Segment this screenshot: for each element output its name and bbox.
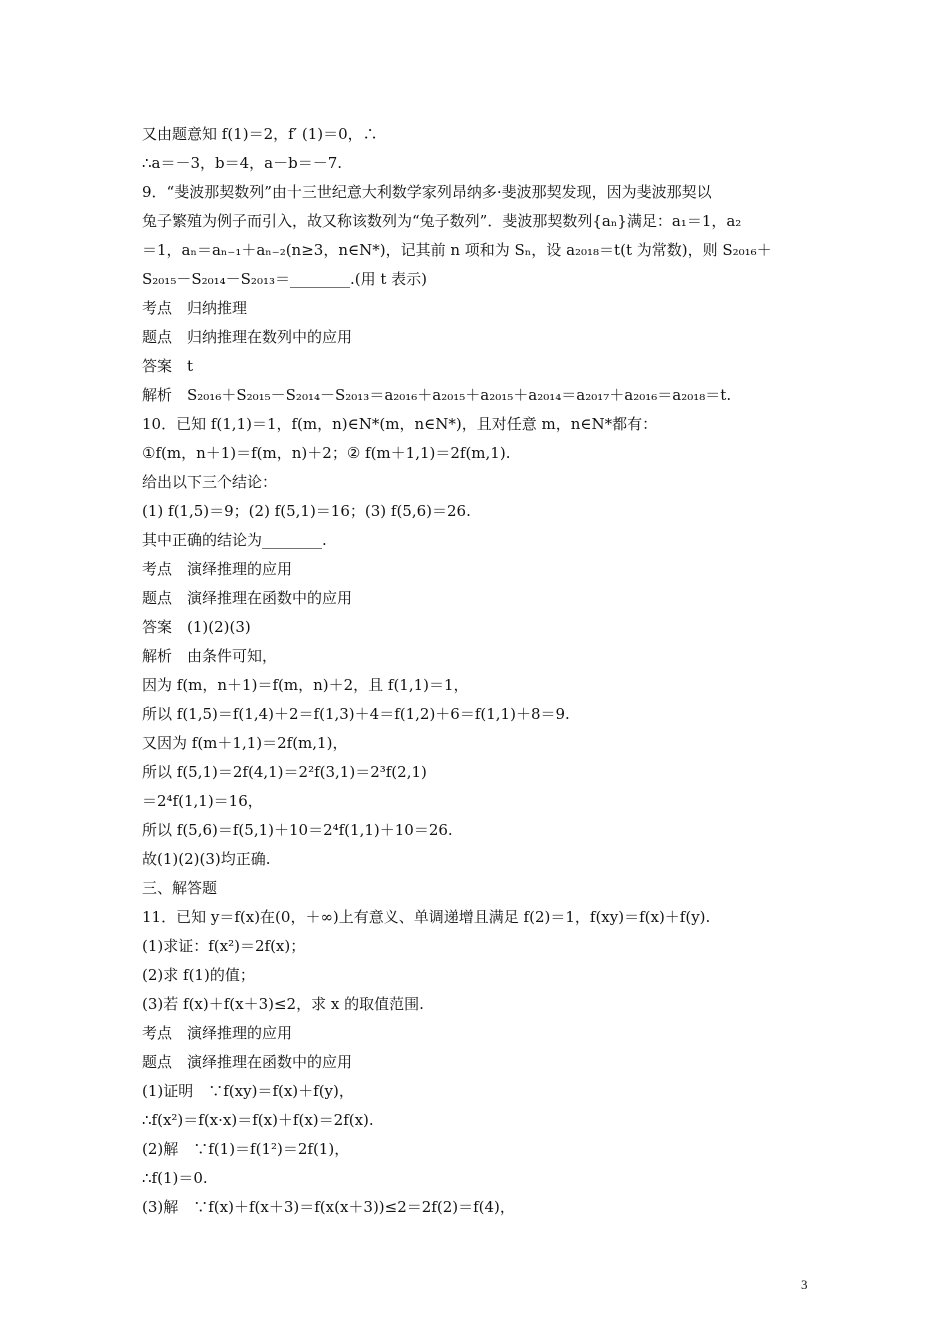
text-line: (2)解 ∵f(1)＝f(1²)＝2f(1)， (142, 1140, 350, 1158)
text-line: 题点 演绎推理在函数中的应用 (142, 589, 353, 607)
text-line: ∴a＝－3，b＝4，a－b＝－7. (142, 154, 343, 172)
text-line: ＝1，aₙ＝aₙ₋₁＋aₙ₋₂(n≥3，n∈N*)，记其前 n 项和为 Sₙ，设 a₂₀₁₈＝t(t 为常数)，则 S₂₀₁₆＋ (142, 241, 772, 259)
text-line: 故(1)(2)(3)均正确. (142, 850, 271, 868)
text-line: S₂₀₁₅－S₂₀₁₄－S₂₀₁₃＝________.(用 t 表示) (142, 270, 428, 288)
text-line: 答案 t (142, 357, 194, 375)
text-line: 11．已知 y＝f(x)在(0，＋∞)上有意义、单调递增且满足 f(2)＝1，f(xy)＝f(x)＋f(y). (142, 908, 711, 926)
text-line: (3)解 ∵f(x)＋f(x＋3)＝f(x(x＋3))≤2＝2f(2)＝f(4)， (142, 1198, 515, 1216)
text-line: 所以 f(1,5)＝f(1,4)＋2＝f(1,3)＋4＝f(1,2)＋6＝f(1,1)＋8＝9. (142, 705, 570, 723)
text-line: 又因为 f(m＋1,1)＝2f(m,1)， (142, 734, 348, 752)
text-line: ∴f(x²)＝f(x·x)＝f(x)＋f(x)＝2f(x). (142, 1111, 374, 1129)
text-line: 解析 S₂₀₁₆＋S₂₀₁₅－S₂₀₁₄－S₂₀₁₃＝a₂₀₁₆＋a₂₀₁₅＋a₂₀₁₅＋a₂₀₁₄＝a₂₀₁₇＋a₂₀₁₆＝a₂₀₁₈＝t. (142, 386, 732, 404)
text-line: 考点 归纳推理 (142, 299, 248, 317)
text-line: (2)求 f(1)的值； (142, 966, 255, 984)
text-line: 10．已知 f(1,1)＝1，f(m，n)∈N*(m，n∈N*)，且对任意 m，n∈N*都有： (142, 415, 658, 433)
text-line: 考点 演绎推理的应用 (142, 560, 293, 578)
text-line: 兔子繁殖为例子而引入，故又称该数列为“兔子数列”．斐波那契数列{aₙ}满足：a₁＝1，a₂ (142, 212, 742, 230)
text-line: 所以 f(5,6)＝f(5,1)＋10＝2⁴f(1,1)＋10＝26. (142, 821, 453, 839)
text-line: 三、解答题 (142, 879, 218, 897)
text-line: 答案 (1)(2)(3) (142, 618, 251, 636)
text-line: ＝2⁴f(1,1)＝16， (142, 792, 263, 810)
text-line: 因为 f(m，n＋1)＝f(m，n)＋2，且 f(1,1)＝1， (142, 676, 469, 694)
text-line: 给出以下三个结论： (142, 473, 278, 491)
text-line: 9．“斐波那契数列”由十三世纪意大利数学家列昂纳多·斐波那契发现，因为斐波那契以 (142, 183, 712, 201)
text-line: 题点 归纳推理在数列中的应用 (142, 328, 353, 346)
text-line: ∴f(1)＝0. (142, 1169, 208, 1187)
text-line: 解析 由条件可知， (142, 647, 278, 665)
text-line: (1)证明 ∵f(xy)＝f(x)＋f(y)， (142, 1082, 354, 1100)
text-line: (1)求证：f(x²)＝2f(x)； (142, 937, 306, 955)
text-line: 所以 f(5,1)＝2f(4,1)＝2²f(3,1)＝2³f(2,1) (142, 763, 427, 781)
text-line: 又由题意知 f(1)＝2，f′ (1)＝0，∴ (142, 125, 378, 143)
page-number: 3 (801, 1277, 808, 1292)
page-body (142, 120, 822, 1222)
text-line: 其中正确的结论为________. (142, 531, 327, 549)
text-line: (3)若 f(x)＋f(x＋3)≤2，求 x 的取值范围. (142, 995, 424, 1013)
text-line: ①f(m，n＋1)＝f(m，n)＋2；② f(m＋1,1)＝2f(m,1). (142, 444, 511, 462)
text-line: 题点 演绎推理在函数中的应用 (142, 1053, 353, 1071)
text-line: 考点 演绎推理的应用 (142, 1024, 293, 1042)
text-line: (1) f(1,5)＝9；(2) f(5,1)＝16；(3) f(5,6)＝26. (142, 502, 471, 520)
